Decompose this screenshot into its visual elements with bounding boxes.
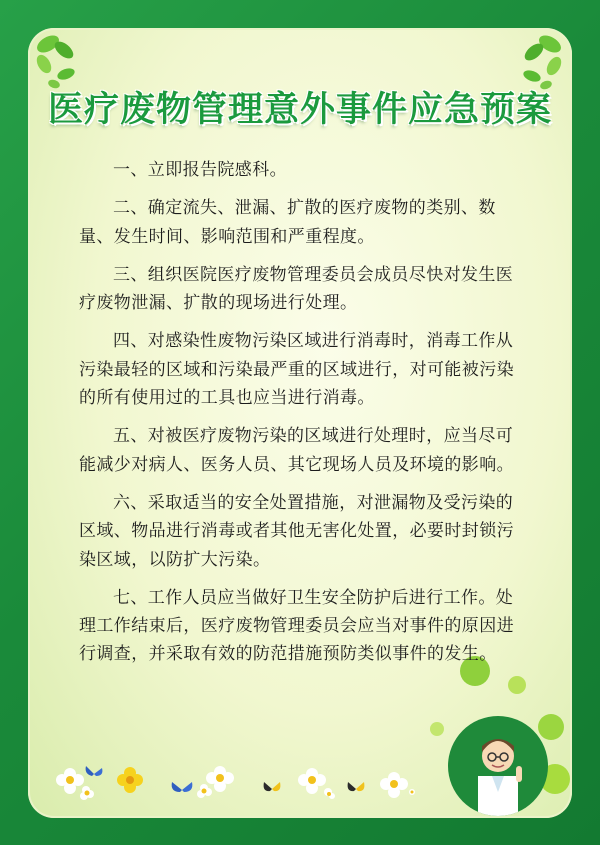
butterfly-icon [84,764,104,784]
page-title: 医疗废物管理意外事件应急预案 [47,90,552,130]
butterfly-icon [346,780,366,798]
step-5: 五、对被医疗废物污染的区域进行处理时，应当尽可能减少对病人、医务人员、其它现场人员及环境的影响。 [79,426,514,475]
doctor-illustration [448,716,548,816]
step-3: 三、组织医院医疗废物管理委员会成员尽快对发生医疗废物泄漏、扩散的现场进行处理。 [79,264,514,314]
step-6: 六、采取适当的安全处置措施，对泄漏物及受污染的区域、物品进行消毒或者其他无害化处置，必要时封锁污染区域，以防扩大污染。 [79,492,514,570]
green-bubble-icon [430,722,444,736]
butterfly-icon [262,780,282,798]
green-bubble-icon [508,676,526,694]
step-1: 一、立即报告院感科。 [113,160,287,180]
daisy-flower-icon [378,770,418,800]
green-bubble-icon [538,714,564,740]
leaf-cluster-icon [512,30,568,90]
yellow-flower-icon [116,766,144,794]
step-4: 四、对感染性废物污染区域进行消毒时，消毒工作从污染最轻的区域和污染最严重的区域进行，对可能被污染的所有使用过的工具也应当进行消毒。 [79,331,514,409]
leaf-cluster-icon [30,30,86,90]
daisy-flower-icon [196,764,246,798]
daisy-flower-icon [296,766,336,800]
plan-steps [79,156,524,669]
step-7: 七、工作人员应当做好卫生安全防护后进行工作。处理工作结束后，医疗废物管理委员会应当对事件的原因进行调查，并采取有效的防范措施预防类似事件的发生。 [79,587,514,665]
step-2: 二、确定流失、泄漏、扩散的医疗废物的类别、数量、发生时间、影响范围和严重程度。 [79,198,496,247]
butterfly-icon [170,778,194,802]
